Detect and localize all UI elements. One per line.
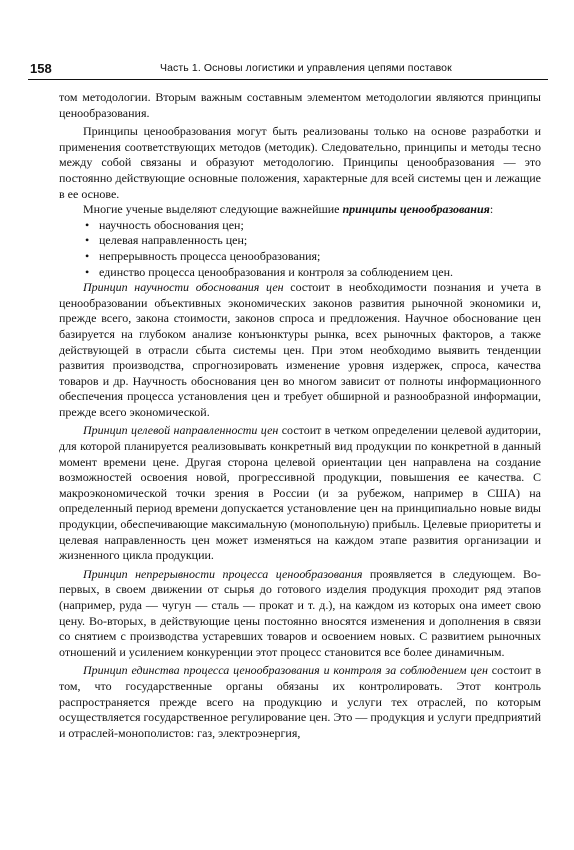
bullet-icon: • bbox=[85, 264, 90, 279]
list-intro-colon: : bbox=[489, 202, 494, 217]
principles-list bbox=[59, 218, 541, 280]
paragraph-unity-principle bbox=[59, 663, 541, 741]
list-item-text: единство процесса ценообразования и контроля за соблюдением цен. bbox=[99, 264, 454, 279]
paragraph-principles-methods: Принципы ценообразования могут быть реализованы только на основе разработки и применения соответствующих методов (методик). Следовательно, принципы и методы тесно между собой связаны и образуют методологию. Принципы ценообразования — это постоянно действующие основные положения, характерные для всей системы цен и лежащие в ее основе. bbox=[59, 124, 541, 201]
bullet-icon: • bbox=[85, 248, 90, 263]
paragraph-continuation: том методологии. Вторым важным составным элементом методологии являются принципы ценообразования. bbox=[59, 90, 541, 120]
bullet-icon: • bbox=[85, 217, 90, 232]
term-unity-principle: Принцип единства процесса ценообразования и контроля за соблюдением цен bbox=[83, 663, 488, 678]
list-item-text: непрерывность процесса ценообразования; bbox=[99, 248, 321, 263]
list-item bbox=[85, 218, 541, 234]
text-continuity-principle: проявляется в следующем. Во-первых, в своем движении от сырья до готового изделия продукция проходит ряд этапов (например, руда — чугун — сталь — прокат и т. д.), на каждом из которых она имеет свою цену. Во-вторых, в действующие цены постоянно вносятся изменения и дополнения в связи со снятием с производства устаревших товаров и освоением новых. С развитием рыночных отношений и усилением конкуренции этот процесс становится все более динамичным. bbox=[59, 566, 542, 659]
term-continuity-principle: Принцип непрерывности процесса ценообразования bbox=[83, 566, 363, 581]
bullet-icon: • bbox=[85, 233, 90, 248]
paragraph-list-intro bbox=[59, 202, 541, 218]
header-rule bbox=[28, 79, 548, 80]
list-intro-text: Многие ученые выделяют следующие важнейшие bbox=[83, 202, 343, 217]
text-unity-principle: состоит в том, что государственные органы обязаны их контролировать. Этот контроль распространяется прежде всего на продукцию и услуги тех отраслей, по которым осуществляется государственное регулирование цен. Это — продукция и услуги предприятий и отраслей-монополистов: газ, электроэнергия, bbox=[59, 663, 541, 740]
paragraph-continuity-principle bbox=[59, 567, 541, 661]
list-item-text: научность обоснования цен; bbox=[99, 217, 244, 232]
text-scientific-principle: состоит в необходимости познания и учета в ценообразовании объективных экономических законов развития рыночной экономики и, прежде всего, закона стоимости, законов спроса и предложения. Научное обоснование цен базируется на глубоком анализе конъюнктуры рынка, всех рыночных факторов, а также действующей в отрасли сбыта системы цен. При этом необходимо выявить тенденции развития производства, спрогнозировать изменение уровня издержек, спроса, качества товаров и др. Научность обоснования цен во многом зависит от полноты информационного обеспечения процесса установления цен и требует обширной и разнообразной информации, прежде всего экономической. bbox=[59, 280, 541, 419]
list-item bbox=[85, 233, 541, 249]
list-item bbox=[85, 249, 541, 265]
list-intro-term: принципы ценообразования bbox=[342, 202, 490, 217]
list-item bbox=[85, 265, 541, 281]
paragraph-scientific-principle bbox=[59, 280, 541, 420]
term-target-principle: Принцип целевой направленности цен bbox=[83, 423, 279, 438]
text-target-principle: состоит в четком определении целевой аудитории, для которой планируется реализовывать конкретный вид продукции по конкретной в данный момент времени цене. Другая сторона целевой ориентации цен направлена на создание возможностей освоения новой, прогрессивной продукции, повышения ее качества. С макроэкономической точки зрения в России (и за рубежом, например в США) на определенный период времени допускается установление цен на принципиально новые виды продукции, обеспечивающие максимальную (монопольную) прибыль. Целевые приоритеты и целевая направленность цен может изменяться на каждом этапе развития организации и жизненного цикла продукции. bbox=[59, 423, 541, 563]
running-title: Часть 1. Основы логистики и управления цепями поставок bbox=[160, 62, 452, 74]
term-scientific-principle: Принцип научности обоснования цен bbox=[83, 280, 284, 295]
paragraph-target-principle bbox=[59, 423, 541, 563]
page-number: 158 bbox=[30, 61, 52, 76]
list-item-text: целевая направленность цен; bbox=[99, 233, 248, 248]
page-header bbox=[28, 61, 548, 77]
page-body bbox=[59, 90, 541, 741]
